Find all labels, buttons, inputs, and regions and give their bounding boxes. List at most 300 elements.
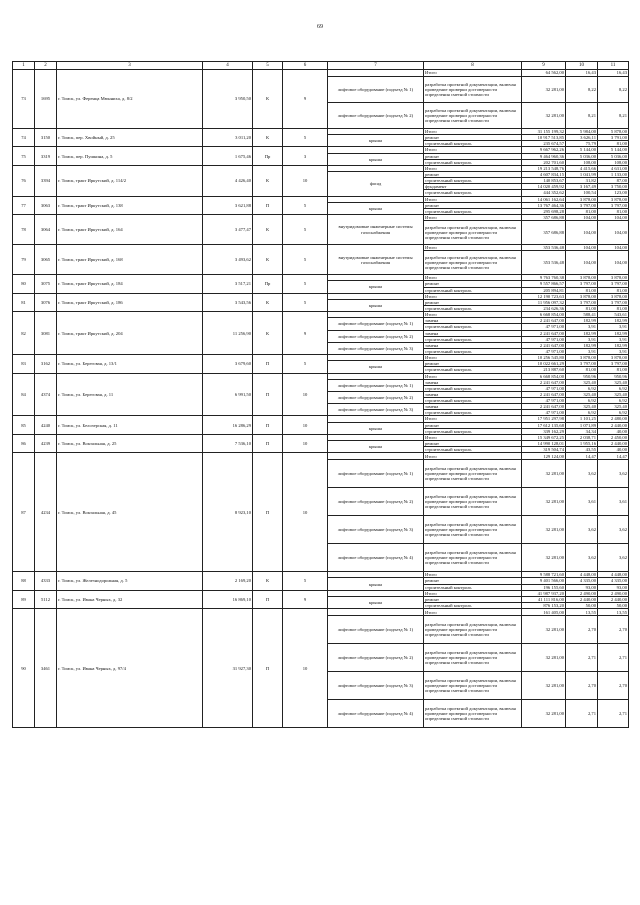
work-type: лифтовое оборудование (подъезд № 3) [328,672,424,700]
house-id: 4240 [35,416,57,434]
row-number: 90 [13,609,35,728]
row-number: 74 [13,129,35,147]
floor-count: 3 [283,147,328,165]
wall-material: К [253,70,283,129]
house-address: г. Томск, ул. Железнодорожная, д. 5 [57,572,203,590]
cost-value: 295 698,28 [522,208,566,214]
header-cell: 4 [203,62,253,70]
header-cell: 8 [424,62,522,70]
row-number: 82 [13,312,35,355]
work-item: строительный контроль [424,324,522,330]
work-item: ремонт [424,281,522,287]
work-item: строительный контроль [424,385,522,391]
wall-material: П [253,355,283,373]
row-number: 89 [13,590,35,608]
work-item: Итого [424,373,522,379]
unit-cost-limit: 4 631,00 [598,165,629,171]
house-area: 8 923,10 [203,453,253,572]
house-id: 3076 [35,293,57,311]
work-item: разработка проектной документации, включая проведение проверки достоверности определения сметной стоимости [424,516,522,544]
unit-cost-limit: 2,71 [598,644,629,672]
unit-cost-value: 3 167,49 [566,184,598,190]
work-item: разработка проектной документации, включая проведение проверки достоверности определения сметной стоимости [424,251,522,275]
house-area: 1 675,46 [203,147,253,165]
unit-cost-limit: 950,96 [598,373,629,379]
work-item: Итого [424,572,522,578]
work-type: внутридомовые инженерные системы газоснабжения [328,245,424,275]
cost-value: 319 504,74 [522,447,566,453]
unit-cost-value: 3 878,00 [566,275,598,281]
unit-cost-limit: 3,61 [598,488,629,516]
unit-cost-limit: 3 878,00 [598,355,629,361]
wall-material: К [253,572,283,590]
unit-cost-value: 3,91 [566,336,598,342]
cost-value: 357 686,88 [522,221,566,245]
unit-cost-value: 2,71 [566,644,598,672]
cost-value: 47 971,00 [522,385,566,391]
cost-value: 64 562,00 [522,70,566,77]
cost-value: 17 951 297,98 [522,416,566,422]
page-number: 69 [317,24,323,30]
house-address: г. Томск, ул. Береговая, д. 11 [57,373,203,416]
house-address: г. Томск, тракт Иркутский, д. 184 [57,275,203,293]
unit-cost-value: 8,22 [566,77,598,103]
cost-value: 41 111 816,00 [522,596,566,602]
work-item: замена [424,318,522,324]
work-type: крыша [328,361,424,373]
work-item: ремонт [424,361,522,367]
floor-count: 9 [283,70,328,129]
work-type: лифтовое оборудование (подъезд № 2) [328,391,424,403]
floor-count: 5 [283,275,328,293]
work-type: лифтовое оборудование (подъезд № 3) [328,342,424,354]
cost-value: 339 162,29 [522,428,566,434]
cost-value: 196 155,60 [522,584,566,590]
unit-cost-limit: 325,40 [598,404,629,410]
house-area: 3 493,62 [203,245,253,275]
house-id: 3461 [35,609,57,728]
cost-value: 47 971,00 [522,348,566,354]
house-area: 31 927,30 [203,609,253,728]
work-item: ремонт [424,596,522,602]
work-item: строительный контроль [424,428,522,434]
work-item: ремонт [424,202,522,208]
wall-material: П [253,434,283,452]
cost-value: 2 241 647,00 [522,330,566,336]
work-item: Итого [424,165,522,171]
work-item: Итого [424,70,522,77]
unit-cost-value: 34,34 [566,428,598,434]
row-number: 77 [13,196,35,214]
row-number: 86 [13,434,35,452]
house-address: г. Томск, тракт Иркутский, д. 168 [57,245,203,275]
work-type: лифтовое оборудование (подъезд № 2) [328,488,424,516]
cost-value: 6 668 854,00 [522,312,566,318]
work-item: строительный контроль [424,336,522,342]
work-item: Итого [424,275,522,281]
unit-cost-value: 100,54 [566,190,598,196]
floor-count: 10 [283,434,328,452]
row-number: 78 [13,214,35,244]
unit-cost-limit: 3,62 [598,516,629,544]
work-type: лифтовое оборудование (подъезд № 1) [328,616,424,644]
cost-value: 9 667 962,26 [522,147,566,153]
table-row [13,453,629,460]
cost-value: 161 405,00 [522,609,566,616]
unit-cost-limit: 182,99 [598,318,629,324]
cost-value: 19 213 548,76 [522,165,566,171]
cost-value: 13 767 464,36 [522,202,566,208]
work-item: строительный контроль [424,141,522,147]
work-type: крыша [328,202,424,214]
cost-value: 353 536,48 [522,251,566,275]
house-id: 3162 [35,355,57,373]
house-id: 3063 [35,196,57,214]
row-number: 80 [13,275,35,293]
cost-value: 47 971,00 [522,336,566,342]
work-type [328,70,424,77]
unit-cost-value: 1 041,99 [566,171,598,177]
cost-value: 2 241 647,00 [522,391,566,397]
unit-cost-limit: 16,43 [598,70,629,77]
work-item: замена [424,391,522,397]
cost-value: 15 349 672,25 [522,434,566,440]
house-id: 3319 [35,147,57,165]
unit-cost-limit: 3,91 [598,336,629,342]
work-item: разработка проектной документации, включая проведение проверки достоверности определения сметной стоимости [424,544,522,572]
unit-cost-limit: 93,00 [598,584,629,590]
unit-cost-limit: 87,00 [598,178,629,184]
row-number: 76 [13,165,35,196]
work-type: лифтовое оборудование (подъезд № 4) [328,544,424,572]
unit-cost-limit: 104,00 [598,214,629,220]
header-cell: 9 [522,62,566,70]
unit-cost-limit: 3 797,00 [598,361,629,367]
unit-cost-limit: 81,00 [598,287,629,293]
unit-cost-value: 3,62 [566,516,598,544]
cost-value: 353 536,48 [522,245,566,251]
work-item: разработка проектной документации, включая проведение проверки достоверности определения сметной стоимости [424,700,522,728]
unit-cost-limit: 3,62 [598,544,629,572]
cost-value: 9 464 960,36 [522,153,566,159]
unit-cost-value: 108,00 [566,159,598,165]
unit-cost-limit: 6,92 [598,385,629,391]
work-item: строительный контроль [424,410,522,416]
work-item: Итого [424,416,522,422]
work-item: ремонт [424,171,522,177]
house-area: 3 679,60 [203,355,253,373]
house-area: 6 991,50 [203,373,253,416]
unit-cost-limit: 3,62 [598,460,629,488]
unit-cost-limit: 325,40 [598,379,629,385]
house-id: 3075 [35,275,57,293]
cost-value: 444 352,62 [522,190,566,196]
unit-cost-limit: 8,22 [598,77,629,103]
unit-cost-limit: 108,00 [598,159,629,165]
unit-cost-limit: 13,55 [598,609,629,616]
house-address: г. Томск, ул. Белозерская, д. 11 [57,416,203,434]
unit-cost-value: 81,00 [566,367,598,373]
work-item: строительный контроль [424,348,522,354]
unit-cost-limit: 3 797,00 [598,202,629,208]
work-type: лифтовое оборудование (подъезд № 2) [328,644,424,672]
unit-cost-value: 1 071,89 [566,422,598,428]
header-cell: 2 [35,62,57,70]
cost-value: 17 612 135,68 [522,422,566,428]
unit-cost-limit: 3,91 [598,348,629,354]
work-item: разработка проектной документации, включая проведение проверки достоверности определения сметной стоимости [424,672,522,700]
header-cell: 6 [283,62,328,70]
unit-cost-limit: 6,92 [598,398,629,404]
cost-value: 32 281,00 [522,488,566,516]
unit-cost-limit: 104,00 [598,251,629,275]
unit-cost-value: 6,92 [566,398,598,404]
cost-value: 32 281,00 [522,460,566,488]
house-id: 5112 [35,590,57,608]
wall-material: К [253,293,283,311]
floor-count: 10 [283,373,328,416]
floor-count: 10 [283,165,328,196]
work-item: Итого [424,245,522,251]
header-cell: 11 [598,62,629,70]
unit-cost-value: 3,62 [566,460,598,488]
house-area: 4 426,40 [203,165,253,196]
floor-count: 5 [283,355,328,373]
house-area: 7 536,10 [203,434,253,452]
house-id: 4333 [35,572,57,590]
cost-value: 10 256 545,80 [522,355,566,361]
unit-cost-value: 182,99 [566,330,598,336]
unit-cost-value: 4 335,00 [566,578,598,584]
work-item: замена [424,404,522,410]
unit-cost-limit: 3 797,00 [598,281,629,287]
house-area: 16 286,29 [203,416,253,434]
work-item: строительный контроль [424,159,522,165]
unit-cost-limit: 81,00 [598,305,629,311]
unit-cost-value: 5 036,00 [566,153,598,159]
work-type: крыша [328,578,424,590]
cost-value: 41 987 937,20 [522,590,566,596]
floor-count: 9 [283,590,328,608]
house-id: 3150 [35,129,57,147]
floor-count: 10 [283,416,328,434]
work-type: лифтовое оборудование (подъезд № 2) [328,103,424,129]
row-number: 85 [13,416,35,434]
row-number: 81 [13,293,35,311]
floor-count: 5 [283,245,328,275]
house-area: 3 477,47 [203,214,253,244]
work-item: Итого [424,590,522,596]
work-item: разработка проектной документации, включая проведение проверки достоверности определения сметной стоимости [424,616,522,644]
row-number: 73 [13,70,35,129]
wall-material: К [253,245,283,275]
cost-value: 47 971,00 [522,324,566,330]
work-item: Итого [424,355,522,361]
unit-cost-limit: 2 490,00 [598,590,629,596]
cost-value: 357 686,88 [522,214,566,220]
cost-value: 2 241 647,00 [522,342,566,348]
floor-count: 5 [283,196,328,214]
unit-cost-limit: 182,99 [598,330,629,336]
unit-cost-value: 14,47 [566,453,598,460]
unit-cost-value: 16,43 [566,70,598,77]
floor-count: 10 [283,453,328,572]
wall-material: Пр [253,275,283,293]
header-cell: 5 [253,62,283,70]
unit-cost-value: 8,21 [566,103,598,129]
work-item: Итого [424,214,522,220]
house-address: г. Томск, ул. Ференца Мюнниха, д. 8/2 [57,70,203,129]
cost-value: 14 061 162,64 [522,196,566,202]
work-type: лифтовое оборудование (подъезд № 1) [328,318,424,330]
unit-cost-value: 182,99 [566,342,598,348]
unit-cost-value: 81,00 [566,305,598,311]
unit-cost-value: 325,40 [566,379,598,385]
unit-cost-value: 5 144,00 [566,147,598,153]
unit-cost-limit: 2 440,00 [598,441,629,447]
house-address: г. Томск, тракт Иркутский, д. 164 [57,214,203,244]
work-item: разработка проектной документации, включая проведение проверки достоверности определения сметной стоимости [424,460,522,488]
work-type: крыша [328,299,424,311]
work-item: ремонт [424,153,522,159]
header-cell: 10 [566,62,598,70]
unit-cost-value: 182,99 [566,318,598,324]
work-item: строительный контроль [424,178,522,184]
cost-value: 213 887,60 [522,367,566,373]
wall-material: П [253,373,283,416]
unit-cost-limit: 14,47 [598,453,629,460]
wall-material: К [253,214,283,244]
unit-cost-value: 3 797,00 [566,202,598,208]
work-item: разработка проектной документации, включая проведение проверки достоверности определения сметной стоимости [424,103,522,129]
unit-cost-value: 1 101,25 [566,416,598,422]
wall-material: Пр [253,147,283,165]
unit-cost-value: 588,41 [566,312,598,318]
work-item: разработка проектной документации, включая проведение проверки достоверности определения сметной стоимости [424,77,522,103]
house-id: 4374 [35,373,57,416]
unit-cost-value: 75,79 [566,141,598,147]
unit-cost-limit: 104,00 [598,221,629,245]
unit-cost-limit: 8,21 [598,103,629,129]
unit-cost-value: 3 878,00 [566,355,598,361]
house-id: 3081 [35,312,57,355]
unit-cost-value: 43,55 [566,447,598,453]
house-area: 3 950,50 [203,70,253,129]
unit-cost-limit: 5 036,00 [598,153,629,159]
unit-cost-limit: 5 144,00 [598,147,629,153]
cost-value: 2 241 647,00 [522,404,566,410]
work-item: строительный контроль [424,287,522,293]
work-item: строительный контроль [424,603,522,609]
floor-count: 5 [283,293,328,311]
work-item: замена [424,342,522,348]
unit-cost-limit: 2 440,00 [598,422,629,428]
house-address: г. Томск, пер. Хвойный, д. 25 [57,129,203,147]
unit-cost-limit: 3 750,00 [598,184,629,190]
cost-value: 9 401 566,00 [522,578,566,584]
unit-cost-limit: 2,71 [598,700,629,728]
work-type: лифтовое оборудование (подъезд № 1) [328,379,424,391]
unit-cost-limit: 2,70 [598,616,629,644]
unit-cost-value: 104,00 [566,251,598,275]
cost-value: 10 917 513,85 [522,135,566,141]
house-address: г. Томск, ул. Береговая, д. 13/1 [57,355,203,373]
house-id: 1695 [35,70,57,129]
unit-cost-value: 104,00 [566,245,598,251]
unit-cost-limit: 40,00 [598,447,629,453]
house-address: г. Томск, тракт Иркутский, д. 114/2 [57,165,203,196]
cost-value: 32 281,00 [522,644,566,672]
work-type: крыша [328,281,424,293]
unit-cost-limit: 4 335,00 [598,578,629,584]
cost-value: 9 763 760,38 [522,275,566,281]
wall-material: П [253,609,283,728]
row-number: 84 [13,373,35,416]
house-address: г. Томск, ул. Вокзальная, д. 25 [57,434,203,452]
work-item: строительный контроль [424,584,522,590]
wall-material: П [253,453,283,572]
unit-cost-limit: 3 797,00 [598,299,629,305]
work-item: строительный контроль [424,447,522,453]
cost-value: 9 588 721,60 [522,572,566,578]
unit-cost-limit: 543,61 [598,312,629,318]
work-item: разработка проектной документации, включая проведение проверки достоверности определения сметной стоимости [424,644,522,672]
unit-cost-value: 3 626,11 [566,135,598,141]
unit-cost-value: 3,91 [566,348,598,354]
work-type: лифтовое оборудование (подъезд № 3) [328,516,424,544]
work-type: крыша [328,596,424,608]
house-address: г. Томск, пер. Пушкина, д. 5 [57,147,203,165]
cost-value: 32 281,00 [522,103,566,129]
wall-material: К [253,312,283,355]
unit-cost-value: 6,92 [566,410,598,416]
row-number: 88 [13,572,35,590]
unit-cost-limit: 3 878,00 [598,293,629,299]
cost-value: 32 281,00 [522,616,566,644]
house-id: 4234 [35,453,57,572]
work-type [328,453,424,460]
cost-value: 31 155 199,32 [522,129,566,135]
unit-cost-value: 3,62 [566,544,598,572]
house-id: 4239 [35,434,57,452]
unit-cost-limit: 3,91 [598,324,629,330]
row-number: 83 [13,355,35,373]
unit-cost-limit: 123,00 [598,190,629,196]
unit-cost-value: 3 797,00 [566,281,598,287]
unit-cost-limit: 81,00 [598,208,629,214]
unit-cost-value: 81,00 [566,208,598,214]
work-item: замена [424,379,522,385]
work-item: строительный контроль [424,208,522,214]
house-area: 3 621,88 [203,196,253,214]
work-type: лифтовое оборудование (подъезд № 2) [328,330,424,342]
work-type: крыша [328,135,424,147]
house-address: г. Томск, тракт Иркутский, д. 186 [57,293,203,311]
unit-cost-limit: 6,92 [598,410,629,416]
cost-value: 10 022 661,29 [522,361,566,367]
row-number: 87 [13,453,35,572]
floor-count: 9 [283,312,328,355]
cost-value: 32 281,00 [522,700,566,728]
unit-cost-limit: 81,00 [598,141,629,147]
unit-cost-value: 5 984,00 [566,129,598,135]
unit-cost-limit: 4 448,00 [598,572,629,578]
unit-cost-value: 325,40 [566,391,598,397]
work-item: строительный контроль [424,398,522,404]
work-type: крыша [328,153,424,165]
cost-value: 9 557 866,57 [522,281,566,287]
cost-value: 32 281,00 [522,672,566,700]
